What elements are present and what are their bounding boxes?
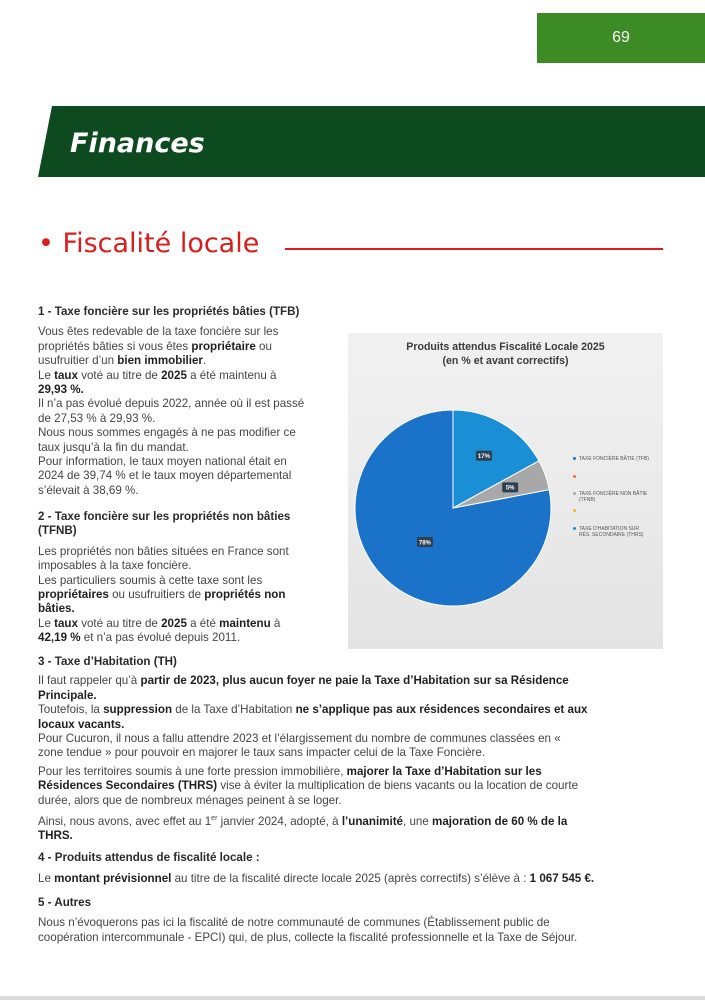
tfnb-section [38,510,338,646]
legend-swatch [573,457,576,460]
th-line: Pour Cucuron, il nous a fallu attendre 2023 et l’élargissement du nombre de communes classées en « [38,732,561,746]
th-line: Résidences Secondaires (THRS) vise à éviter la multiplication de biens vacants ou la location de courte [38,779,579,793]
th-line: Ainsi, nous avons, avec effet au 1er janvier 2024, adopté, à l’unanimité, une majoration de 60 % de la [38,814,568,828]
tfb-line: Vous êtes redevable de la taxe foncière sur les [38,325,279,339]
tfb-rate: 29,93 %. [38,383,84,397]
th-line: durée, alors que de nombreux ménages peinent à se loger. [38,793,342,807]
legend-swatch [573,492,576,495]
data-label [476,451,492,461]
tfnb-heading: (TFNB) [38,524,77,538]
produits-section [38,851,668,887]
tfnb-line: Les propriétés non bâties situées en France sont [38,544,289,558]
data-label [417,537,433,547]
legend-label: TAXE FONCIÈRE NON BÂTIE (TFNB) [579,491,648,503]
page-number [537,13,705,63]
legend-label: TAXE D’HABITATION SUR RÉS. SECONDAIRE (THRS) [579,526,644,538]
tfb-line: Il n’a pas évolué depuis 2022, année où il est passé [38,397,305,411]
data-label [502,482,518,492]
tfnb-line: imposables à la taxe foncière. [38,559,192,573]
th-line: locaux vacants. [38,717,125,731]
legend-swatch [573,527,576,530]
tfb-line: taux jusqu’à la fin du mandat. [38,440,189,454]
page-bottom-edge [0,996,705,1000]
tfb-heading: 1 - Taxe foncière sur les propriétés bâties (TFB) [38,305,300,318]
th-line: Pour les territoires soumis à une forte pression immobilière, majorer la Taxe d’Habitation sur les [38,764,542,778]
chart-title: Produits attendus Fiscalité Locale 2025 [406,341,605,353]
tfb-line: de 27,53 % à 29,93 %. [38,411,156,425]
th-line: zone tendue » pour pouvoir en majorer le taux sans impacter celui de la Taxe Foncière. [38,746,486,760]
tfb-line: usufruitier d’un bien immobilier. [38,354,207,368]
tfb-line: s’élevait à 38,69 %. [38,483,139,497]
tfb-line: Pour information, le taux moyen national était en [38,455,287,469]
tfb-section [38,305,338,498]
th-line: Toutefois, la suppression de la Taxe d’Habitation ne s’applique pas aux résidences secondaires et aux [38,703,588,717]
tfb-line: propriétés bâties si vous êtes propriétaire ou [38,339,272,353]
tfnb-line: 42,19 % et n’a pas évolué depuis 2011. [38,631,241,645]
th-line: Il faut rappeler qu’à partir de 2023, plus aucun foyer ne paie la Taxe d’Habitation sur sa Résidence [38,674,569,688]
pie-chart [348,333,663,649]
produits-line: Le montant prévisionnel au titre de la fiscalité directe locale 2025 (après correctifs) s’élève à : 1 067 545 €. [38,872,595,886]
svg-text:17%: 17% [477,454,490,461]
svg-text:78%: 78% [418,540,431,547]
legend-label: TAXE FONCIÈRE BÂTIE (TFB) [579,456,649,462]
svg-text:5%: 5% [505,485,515,492]
tfb-line: Nous nous sommes engagés à ne pas modifier ce [38,426,296,440]
produits-heading: 4 - Produits attendus de fiscalité locale : [38,851,260,864]
tfb-line: Le taux voté au titre de 2025 a été maintenu à [38,368,277,382]
tfb-line: 2024 de 39,74 % et le taux moyen départemental [38,469,292,483]
autres-line: Nous n’évoquerons pas ici la fiscalité de notre communauté de communes (Établissement public de [38,916,550,930]
page-number-text: 69 [612,29,630,46]
banner-title: Finances [70,128,205,159]
autres-heading: 5 - Autres [38,896,92,909]
tfnb-line: propriétaires ou usufruitiers de propriétés non [38,588,286,602]
tfnb-line: Le taux voté au titre de 2025 a été maintenu à [38,616,281,630]
legend-swatch [573,475,576,478]
legend-swatch [573,509,576,512]
th-heading: 3 - Taxe d’Habitation (TH) [38,655,177,668]
section-title: • Fiscalité locale [38,228,260,259]
th-line: THRS. [38,829,73,843]
chart-subtitle: (en % et avant correctifs) [442,355,569,367]
autres-section [38,896,678,945]
th-section [38,655,668,844]
autres-line: coopération intercommunale - EPCI) qui, de plus, collecte la fiscalité professionnelle et la Taxe de Séjour. [38,930,578,944]
tfnb-line: bâties. [38,602,75,616]
title-divider [285,248,663,250]
th-line: Principale. [38,688,97,702]
tfnb-line: Les particuliers soumis à cette taxe sont les [38,573,263,587]
tfnb-heading: 2 - Taxe foncière sur les propriétés non bâties [38,510,291,523]
